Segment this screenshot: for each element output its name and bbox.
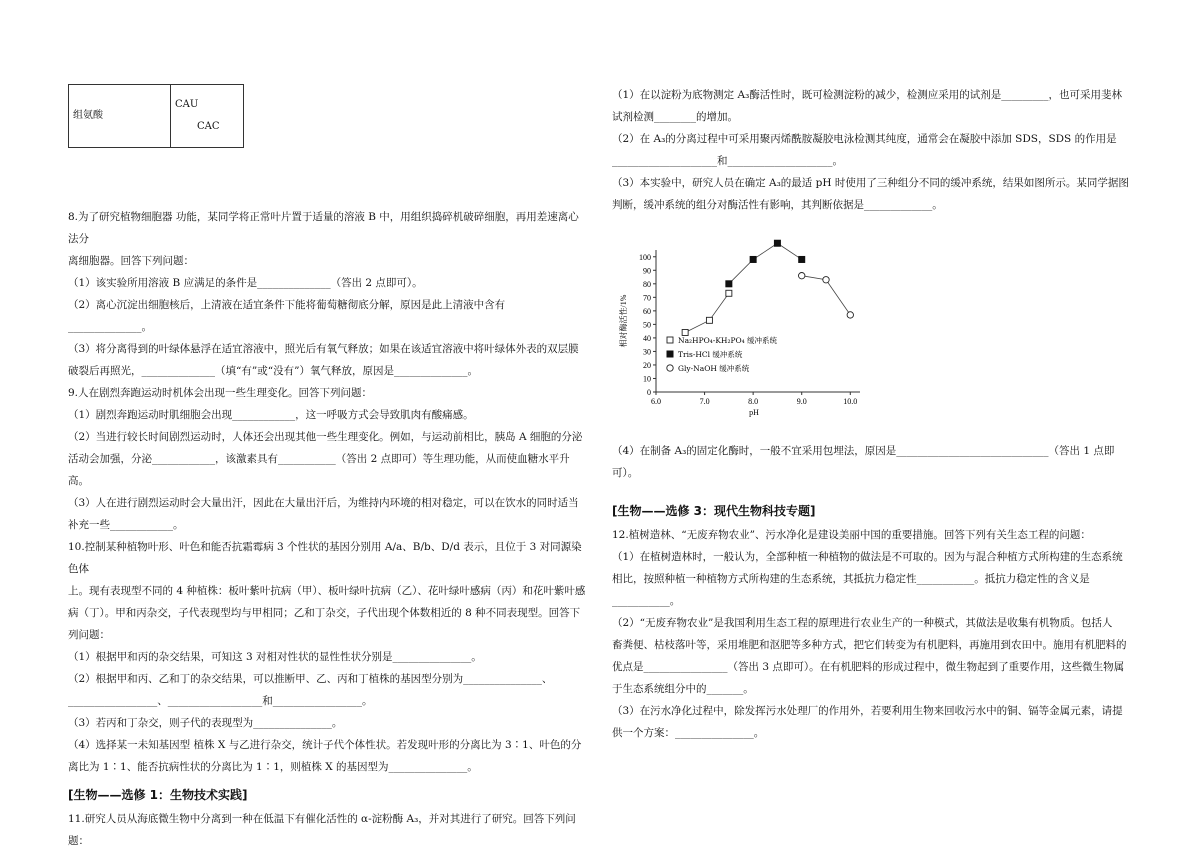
- y-tick-label: 80: [643, 279, 651, 289]
- series-line-2: [729, 243, 802, 284]
- y-tick-label: 20: [643, 360, 651, 370]
- q12-stem: 12.植树造林、“无废弃物农业”、污水净化是建设美丽中国的重要措施。回答下列有关生态工程的问题：: [612, 529, 1091, 541]
- legend-marker-1: [667, 337, 673, 343]
- data-point-series-2: [726, 281, 732, 287]
- y-tick-label: 40: [643, 333, 651, 343]
- x-tick-label: 7.0: [699, 397, 710, 406]
- q8-sub1: （1）该实验所用溶液 B 应满足的条件是______________（答出 2 点即可）。: [68, 277, 423, 289]
- q10-stem-4: 列问题：: [68, 629, 110, 641]
- q12-sub3: （3）在污水净化过程中，除发挥污水处理厂的作用外，若要利用生物来回收污水中的铜、镉等金属元素，请提: [612, 705, 1123, 717]
- q12-sub1-cont: 相比，按照种植一种植物方式所构建的生态系统，其抵抗力稳定性___________。抵抗力稳定性的含义是: [612, 573, 1090, 585]
- y-tick-label: 90: [643, 266, 651, 276]
- q8-stem: 8.为了研究植物细胞器 功能，某同学将正常叶片置于适量的溶液 B 中，用组织捣碎机破碎细胞，再用差速离心法分: [68, 211, 579, 245]
- q10-stem: 10.控制某种植物叶形、叶色和能否抗霜霉病 3 个性状的基因分别用 A/a、B/b、D/d 表示，且位于 3 对同源染色体: [68, 541, 582, 575]
- q11-stem: 11.研究人员从海底微生物中分离到一种在低温下有催化活性的 α-淀粉酶 A₃，并对其进行了研究。回答下列问题：: [68, 813, 576, 847]
- q8-sub3: （3）将分离得到的叶绿体悬浮在适宜溶液中，照光后有氧气释放；如果在该适宜溶液中将叶绿体外表的双层膜: [68, 343, 579, 355]
- q9-sub2-cont: 活动会加强，分泌____________，该激素具有___________（答出 2 点即可）等生理功能，从而使血糖水平升高。: [68, 453, 570, 487]
- codon-2: CAC: [197, 121, 220, 132]
- data-point-series-1: [726, 290, 732, 296]
- q11-sub3: （3）本实验中，研究人员在确定 A₃的最适 pH 时使用了三种组分不同的缓冲系统，结果如图所示。某同学据图: [612, 177, 1129, 189]
- right-column: [612, 84, 1134, 744]
- q12-sub2: （2）“无废弃物农业”是我国利用生态工程的原理进行农业生产的一种模式，其做法是收集有机物质。包括人: [612, 617, 1113, 629]
- q11-sub2-cont: ____________________和____________________。: [612, 155, 843, 167]
- q12-sub3-cont: 供一个方案：_______________。: [612, 727, 765, 739]
- q8-sub2: （2）离心沉淀出细胞核后，上清液在适宜条件下能将葡萄糖彻底分解，原因是此上清液中含有______________。: [68, 299, 506, 333]
- q9-stem: 9.人在剧烈奔跑运动时机体会出现一些生理变化。回答下列问题：: [68, 387, 373, 399]
- x-tick-label: 10.0: [843, 397, 858, 406]
- q10-sub3: （3）若丙和丁杂交，则子代的表现型为_______________。: [68, 717, 343, 729]
- q11-sub3-cont: 判断，缓冲系统的组分对酶活性有影响，其判断依据是_____________。: [612, 199, 943, 211]
- x-tick-label: 9.0: [796, 397, 807, 406]
- q10-sub1: （1）根据甲和丙的杂交结果，可知这 3 对相对性状的显性性状分别是_______________。: [68, 651, 482, 663]
- q8-stem-cont: 离细胞器。回答下列问题：: [68, 255, 194, 267]
- left-column: [68, 84, 586, 852]
- q11-sub4: （4）在制备 A₃的固定化酶时，一般不宜采用包埋法，原因是_____________________________（答出 1 点即可）。: [612, 445, 1115, 479]
- q11-sub2: （2）在 A₃的分离过程中可采用聚丙烯酰胺凝胶电泳检测其纯度，通常会在凝胶中添加 SDS，SDS 的作用是: [612, 133, 1117, 145]
- q10-stem-2: 上。现有表现型不同的 4 种植株：板叶紫叶抗病（甲）、板叶绿叶抗病（乙）、花叶绿叶感病（丙）和花叶紫叶感: [68, 585, 586, 597]
- codon-table: [68, 84, 244, 148]
- codon-cell: [171, 85, 244, 148]
- q8-sub3-cont: 破裂后再照光，______________（填“有”或“没有”）氧气释放，原因是______________。: [68, 365, 478, 377]
- legend-label-2: Tris-HCl 缓冲系统: [678, 350, 743, 359]
- y-tick-label: 50: [643, 320, 651, 330]
- data-point-series-1: [706, 317, 712, 323]
- q10-sub4: （4）选择某一未知基因型 植株 X 与乙进行杂交，统计子代个体性状。若发现叶形的分离比为 3∶1、叶色的分: [68, 739, 582, 751]
- y-tick-label: 60: [643, 306, 651, 316]
- legend-marker-2: [667, 351, 673, 357]
- data-point-series-1: [682, 329, 688, 335]
- q10-sub4-cont: 离比为 1∶1、能否抗病性状的分离比为 1∶1，则植株 X 的基因型为_______________。: [68, 761, 478, 773]
- data-point-series-3: [823, 277, 829, 283]
- section-heading-elective-1: [生物——选修 1：生物技术实践]: [68, 788, 248, 802]
- y-tick-label: 0: [647, 388, 651, 397]
- y-tick-label: 100: [639, 252, 651, 262]
- section-heading-elective-3: [生物——选修 3：现代生物科技专题]: [612, 504, 816, 518]
- data-point-series-3: [847, 312, 853, 318]
- y-axis-label: 相对酶活性/1%: [619, 294, 628, 348]
- q12-sub2-cont3: 于生态系统组分中的_______。: [612, 683, 754, 695]
- data-point-series-3: [799, 272, 805, 278]
- x-tick-label: 8.0: [748, 397, 759, 406]
- q9-sub3-cont: 补充一些____________。: [68, 519, 184, 531]
- enzyme-activity-chart: [612, 222, 872, 422]
- series-line-1: [685, 293, 729, 332]
- data-point-series-2: [750, 256, 756, 262]
- data-point-series-2: [799, 256, 805, 262]
- q10-sub2: （2）根据甲和丙、乙和丁的杂交结果，可以推断甲、乙、丙和丁植株的基因型分别为_______________、: [68, 673, 553, 685]
- x-axis-label: pH: [749, 408, 759, 417]
- q12-sub1: （1）在植树造林时，一般认为，全部种植一种植物的做法是不可取的。因为与混合种植方式所构建的生态系统: [612, 551, 1123, 563]
- x-tick-label: 6.0: [651, 397, 661, 406]
- codon-1: CAU: [175, 99, 199, 110]
- legend-label-1: Na₂HPO₄-KH₂PO₄ 缓冲系统: [678, 336, 778, 345]
- q11-sub1-cont: 试剂检测________的增加。: [612, 111, 738, 123]
- q11-sub1: （1）在以淀粉为底物测定 A₃酶活性时，既可检测淀粉的减少，检测应采用的试剂是_________，也可采用斐林: [612, 89, 1123, 101]
- q10-sub2-cont: _________________、__________________和_________________。: [68, 695, 373, 707]
- y-tick-label: 30: [643, 347, 651, 357]
- legend-label-3: Gly-NaOH 缓冲系统: [678, 364, 750, 373]
- q12-sub2-cont: 畜粪便、枯枝落叶等，采用堆肥和沤肥等多种方式，把它们转变为有机肥料，再施用到农田中。施用有机肥料的: [612, 639, 1127, 651]
- q9-sub1: （1）剧烈奔跑运动时肌细胞会出现____________，这一呼吸方式会导致肌肉有酸痛感。: [68, 409, 474, 421]
- y-tick-label: 10: [643, 374, 651, 384]
- q9-sub2: （2）当进行较长时间剧烈运动时，人体还会出现其他一些生理变化。例如，与运动前相比，胰岛 A 细胞的分泌: [68, 431, 583, 443]
- q12-sub1-cont2: ___________。: [612, 595, 681, 607]
- legend-marker-3: [667, 365, 673, 371]
- q9-sub3: （3）人在进行剧烈运动时会大量出汗，因此在大量出汗后，为维持内环境的相对稳定，可以在饮水的同时适当: [68, 497, 579, 509]
- q10-stem-3: 病（丁）。甲和丙杂交，子代表现型均与甲相同；乙和丁杂交，子代出现个体数相近的 8 种不同表现型。回答下: [68, 607, 581, 619]
- y-tick-label: 70: [643, 293, 651, 303]
- data-point-series-2: [774, 240, 780, 246]
- q12-sub2-cont2: 优点是________________（答出 3 点即可）。在有机肥料的形成过程中，微生物起到了重要作用，这些微生物属: [612, 661, 1125, 673]
- amino-acid-cell: 组氨酸: [69, 85, 171, 148]
